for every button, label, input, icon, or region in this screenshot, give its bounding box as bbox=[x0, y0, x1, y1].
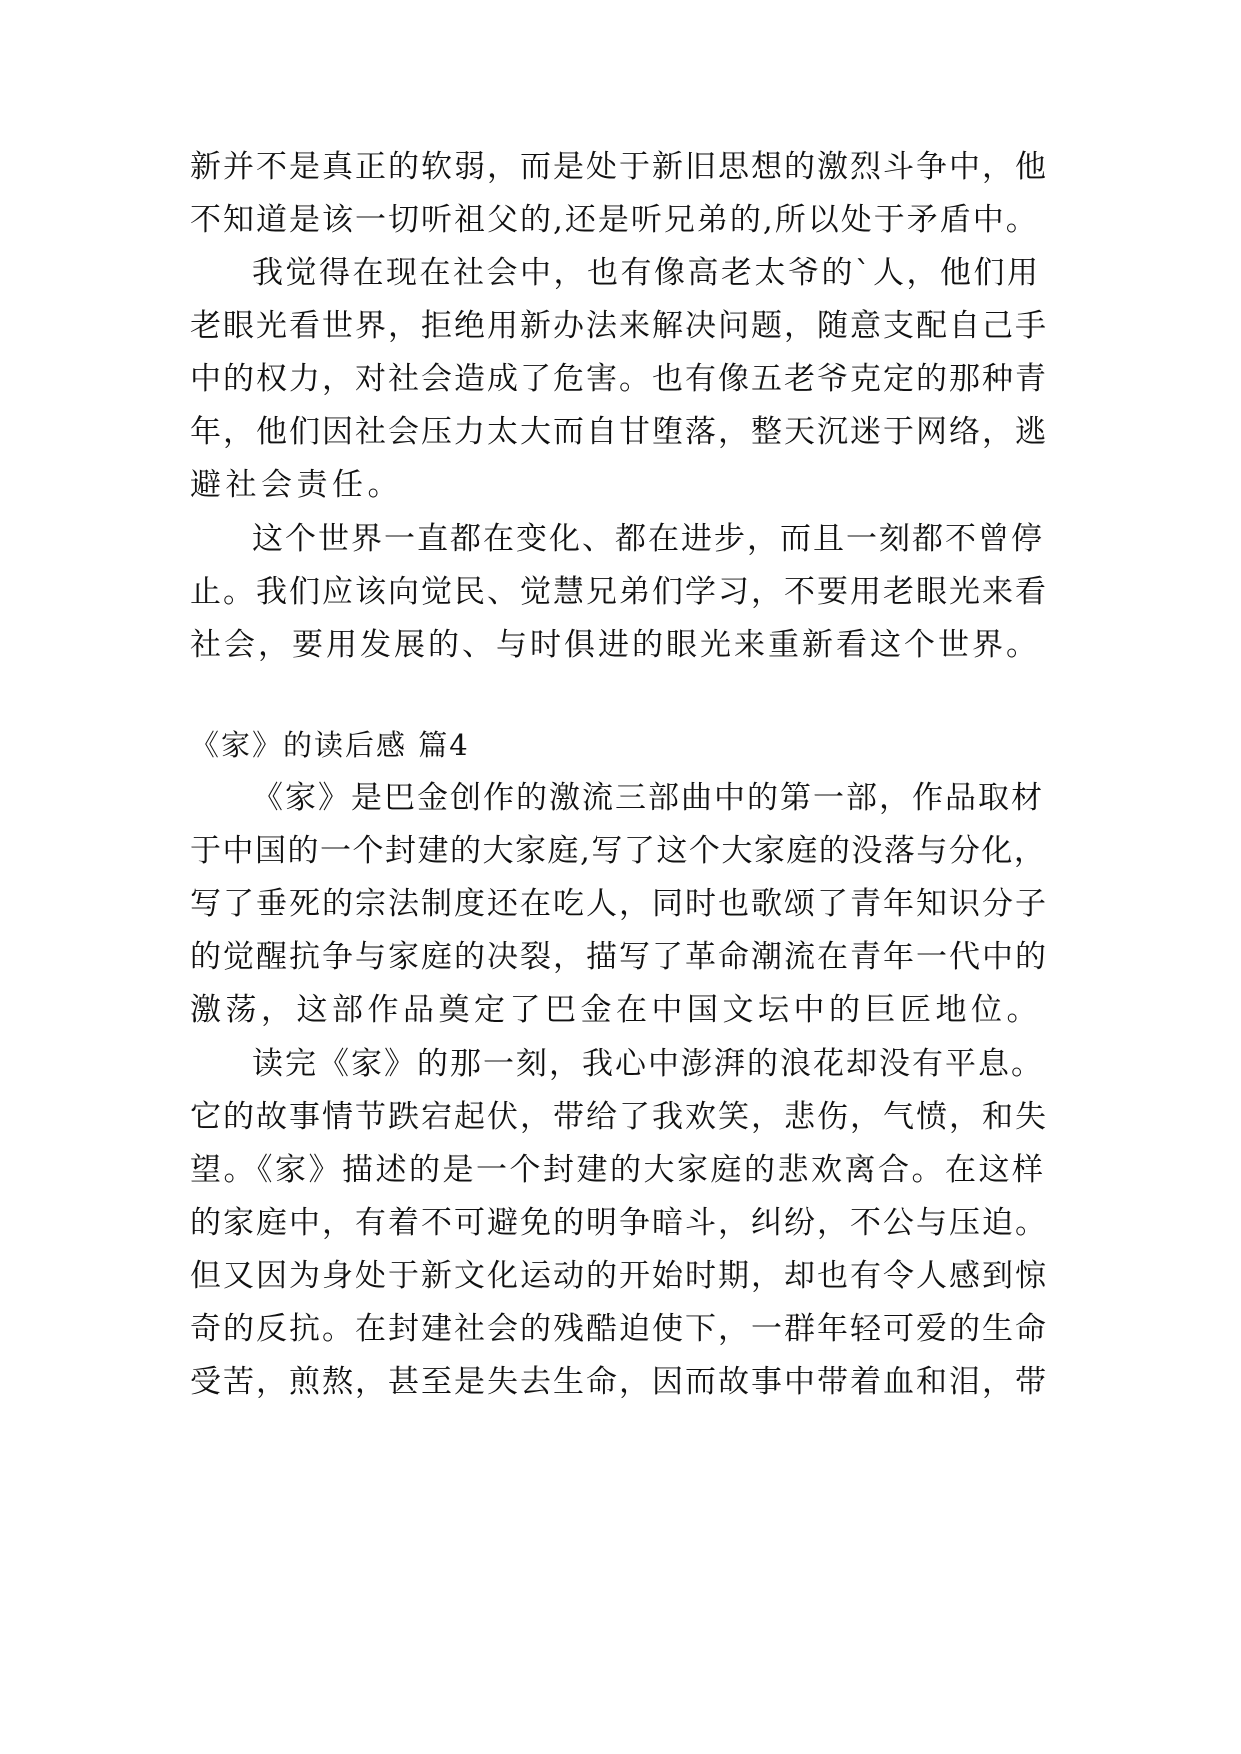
paragraph-first-line: 这个世界一直都在变化、都在进步，而且一刻都不曾停 bbox=[252, 521, 1044, 557]
text-line: 年，他们因社会压力太大而自甘堕落，整天沉迷于网络，逃 bbox=[190, 414, 1048, 450]
text-line: 社会，要用发展的、与时俱进的眼光来重新看这个世界。 bbox=[190, 627, 1040, 663]
text-line: 但又因为身处于新文化运动的开始时期，却也有令人感到惊 bbox=[190, 1258, 1048, 1294]
text-line: 的觉醒抗争与家庭的决裂，描写了革命潮流在青年一代中的 bbox=[190, 939, 1048, 975]
text-line: 激荡，这部作品奠定了巴金在中国文坛中的巨匠地位。 bbox=[190, 992, 1042, 1028]
paragraph-first-line: 《家》是巴金创作的激流三部曲中的第一部，作品取材 bbox=[252, 780, 1044, 816]
text-line: 受苦，煎熬，甚至是失去生命，因而故事中带着血和泪，带 bbox=[190, 1364, 1048, 1400]
text-line: 它的故事情节跌宕起伏，带给了我欢笑，悲伤，气愤，和失 bbox=[190, 1099, 1048, 1135]
paragraph-first-line: 我觉得在现在社会中，也有像高老太爷的`人，他们用 bbox=[252, 255, 1041, 291]
text-line: 的家庭中，有着不可避免的明争暗斗，纠纷，不公与压迫。 bbox=[190, 1205, 1048, 1241]
paragraph-first-line: 读完《家》的那一刻，我心中澎湃的浪花却没有平息。 bbox=[252, 1046, 1044, 1082]
text-line: 老眼光看世界，拒绝用新办法来解决问题，随意支配自己手 bbox=[190, 308, 1048, 344]
text-line: 避社会责任。 bbox=[190, 467, 403, 503]
text-line: 止。我们应该向觉民、觉慧兄弟们学习，不要用老眼光来看 bbox=[190, 574, 1048, 610]
text-line: 望。《家》描述的是一个封建的大家庭的悲欢离合。在这样 bbox=[190, 1152, 1046, 1188]
text-line: 中的权力，对社会造成了危害。也有像五老爷克定的那种青 bbox=[190, 361, 1048, 397]
text-line: 新并不是真正的软弱，而是处于新旧思想的激烈斗争中，他 bbox=[190, 149, 1048, 185]
text-line: 不知道是该一切听祖父的,还是听兄弟的,所以处于矛盾中。 bbox=[190, 202, 1039, 238]
section-heading: 《家》的读后感 篇4 bbox=[190, 728, 470, 762]
text-line: 奇的反抗。在封建社会的残酷迫使下，一群年轻可爱的生命 bbox=[190, 1311, 1048, 1347]
text-line: 写了垂死的宗法制度还在吃人，同时也歌颂了青年知识分子 bbox=[190, 886, 1048, 922]
text-line: 于中国的一个封建的大家庭,写了这个大家庭的没落与分化， bbox=[190, 833, 1047, 869]
